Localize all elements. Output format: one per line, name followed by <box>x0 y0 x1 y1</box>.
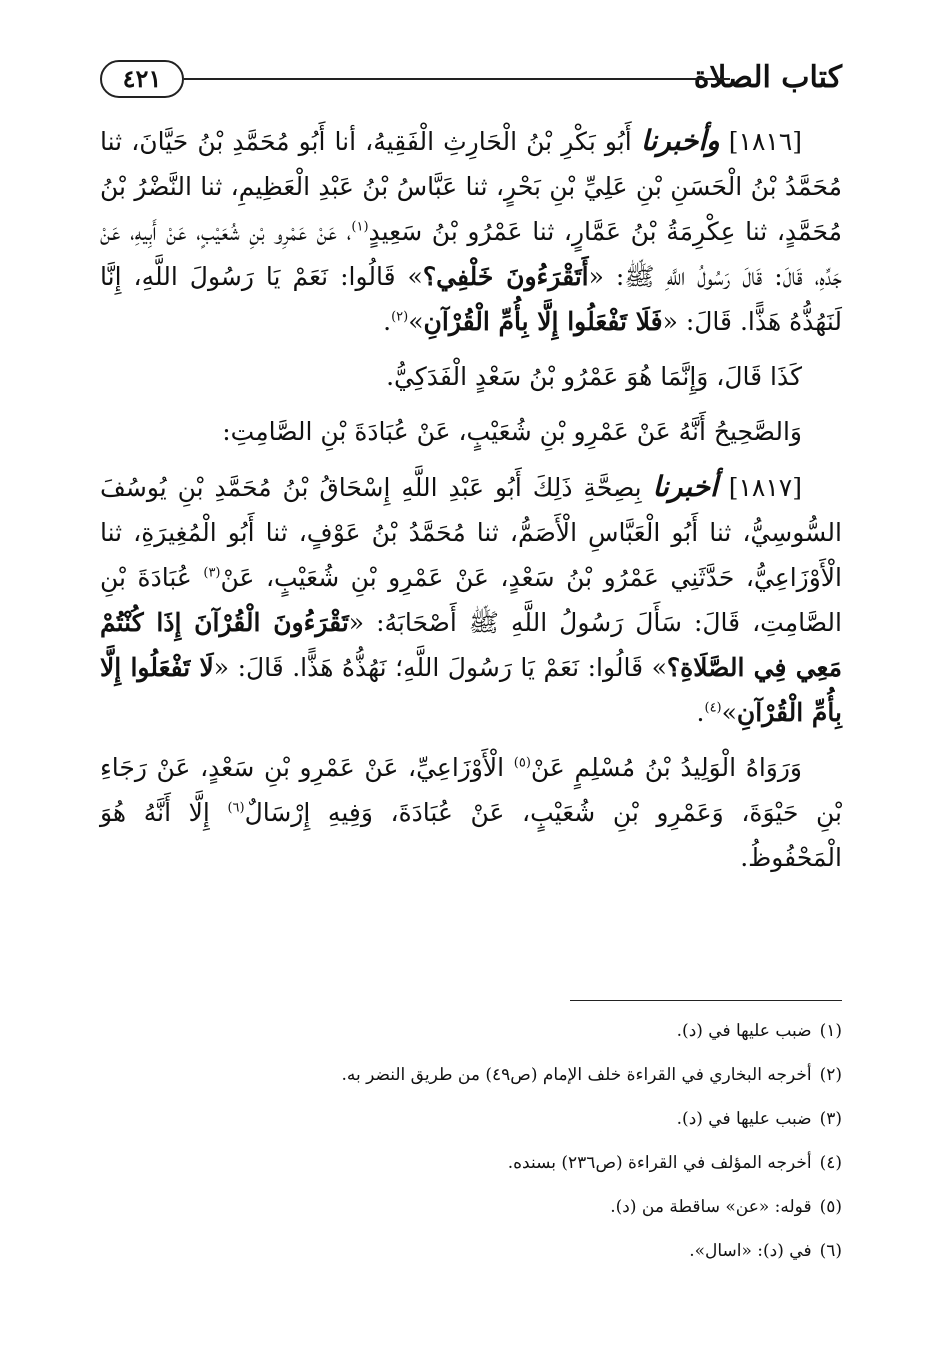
comment-text: إِلَّا أَنَّهُ هُوَ الْمَحْفُوظُ. <box>100 798 842 872</box>
footnote-text: أخرجه المؤلف في القراءة (ص٢٣٦) بسنده. <box>507 1153 812 1173</box>
prophet-quote: لَا تَفْعَلُوا إِلَّا بِأُمِّ الْقُرْآنِ <box>100 653 842 727</box>
footnote-ref[interactable]: (٦) <box>227 800 245 816</box>
matn-text: ، عَنْ عَمْرِو بْنِ شُعَيْبٍ، عَنْ أَبِيهِ، عَنْ جَدِّهِ، قَالَ: قَالَ رَسُولُ اللَّهِ ﷺ: « <box>100 217 843 291</box>
period: . <box>383 307 392 336</box>
isnad-text: بِصِحَّةِ ذَلِكَ أَبُو عَبْدِ اللَّهِ إِسْحَاقُ بْنُ مُحَمَّدِ بْنِ يُوسُفَ السُّوسِيُّ، ثنا أَبُو الْعَبَّاسِ الْأَصَمُّ، ثنا مُحَمَّدُ بْنُ عَوْفٍ، ثنا أَبُو الْمُغِيرَةِ، ثنا الْأَوْزَاعِيُّ، حَدَّثَنِي عَمْرُو بْنُ سَعْدٍ، عَنْ عَمْرِو بْنِ شُعَيْبٍ، عَنْ <box>100 473 842 592</box>
transmission-verb: وأخبرنا <box>640 124 720 157</box>
footnote-ref[interactable]: (١) <box>351 219 369 235</box>
quote-close: » <box>721 698 737 727</box>
comment-paragraph: كَذَا قَالَ، وَإِنَّمَا هُوَ عَمْرُو بْنُ سَعْدٍ الْفَدَكِيُّ. <box>386 362 802 391</box>
footnote-number: (١) <box>819 1021 842 1041</box>
matn-text: » قَالُوا: نَعَمْ يَا رَسُولَ اللَّهِ، إِنَّا لَنَهُذُّهُ هَذًّا. قَالَ: « <box>100 262 842 336</box>
footnote-ref[interactable]: (٥) <box>513 755 531 771</box>
footnote-number: (٥) <box>819 1197 842 1217</box>
footnote-text: أخرجه البخاري في القراءة خلف الإمام (ص٤٩) من طريق النضر به. <box>341 1065 812 1085</box>
comment-text: وَرَوَاهُ الْوَلِيدُ بْنُ مُسْلِمٍ عَنْ <box>530 753 803 782</box>
header-rule <box>184 78 730 80</box>
footnotes <box>100 1020 842 1284</box>
footnote-item <box>100 1152 842 1196</box>
main-text <box>100 118 842 890</box>
footnote-ref[interactable]: (٣) <box>203 565 221 581</box>
footnote-number: (٤) <box>819 1153 842 1173</box>
footnote-text: ضبب عليها في (د). <box>676 1109 812 1129</box>
footnote-item <box>100 1020 842 1064</box>
footnote-number: (٦) <box>819 1241 842 1261</box>
isnad-text: أَبُو بَكْرِ بْنُ الْحَارِثِ الْفَقِيهُ، أنا أَبُو مُحَمَّدِ بْنُ حَيَّانَ، ثنا مُحَمَّدُ بْنُ الْحَسَنِ بْنِ عَلِيِّ بْنِ بَحْرٍ، ثنا عَبَّاسُ بْنُ عَبْدِ الْعَظِيمِ، ثنا النَّضْرُ بْنُ مُحَمَّدٍ، ثنا عِكْرِمَةُ بْنُ عَمَّارٍ، ثنا عَمْرُو بْنُ سَعِيدٍ <box>100 127 842 246</box>
hadith-1816 <box>100 118 842 344</box>
period: . <box>696 698 705 727</box>
footnote-text: قوله: «عن» ساقطة من (د). <box>610 1197 812 1217</box>
footnote-ref[interactable]: (٢) <box>391 309 409 325</box>
footnote-number: (٢) <box>819 1065 842 1085</box>
comment-paragraph <box>100 745 842 880</box>
comment-paragraph: وَالصَّحِيحُ أَنَّهُ عَنْ عَمْرِو بْنِ شُعَيْبٍ، عَنْ عُبَادَةَ بْنِ الصَّامِتِ: <box>222 417 802 446</box>
page-header <box>100 58 842 98</box>
page-number: ٤٢١ <box>100 60 184 98</box>
comment-text: الْأَوْزَاعِيِّ، عَنْ عَمْرِو بْنِ سَعْدٍ، عَنْ رَجَاءِ بْنِ حَيْوَةَ، وَعَمْرِو بْنِ شُعَيْبٍ، عَنْ عُبَادَةَ، وَفِيهِ إِرْسَالٌ <box>100 753 843 827</box>
footnote-ref[interactable]: (٤) <box>704 700 722 716</box>
hadith-number: [١٨١٦] <box>728 127 803 156</box>
footnote-separator <box>570 1000 842 1001</box>
footnote-item <box>100 1240 842 1284</box>
transmission-verb: أخبرنا <box>652 470 718 503</box>
prophet-quote: فَلَا تَفْعَلُوا إِلَّا بِأُمِّ الْقُرْآنِ <box>423 307 663 336</box>
footnote-item <box>100 1108 842 1152</box>
matn-text: عُبَادَةَ بْنِ الصَّامِتِ، قَالَ: سَأَلَ رَسُولُ اللَّهِ ﷺ أَصْحَابَهُ: « <box>100 563 842 637</box>
prophet-quote: تَقْرَءُونَ الْقُرْآنَ إِذَا كُنْتُمْ مَعِي فِي الصَّلَاةِ؟ <box>100 608 843 682</box>
matn-text: » قَالُوا: نَعَمْ يَا رَسُولَ اللَّهِ؛ نَهُذُّهُ هَذًّا. قَالَ: « <box>213 653 667 682</box>
quote-close: » <box>408 307 424 336</box>
footnote-item <box>100 1196 842 1240</box>
book-title: كتاب الصلاة <box>693 60 842 95</box>
hadith-number: [١٨١٧] <box>728 473 802 502</box>
footnote-item <box>100 1064 842 1108</box>
prophet-quote: أَتَقْرَءُونَ خَلْفِي؟ <box>422 262 589 291</box>
hadith-1817 <box>100 464 842 735</box>
footnote-number: (٣) <box>819 1109 842 1129</box>
footnote-text: ضبب عليها في (د). <box>676 1021 812 1041</box>
footnote-text: في (د): «اسال». <box>689 1241 812 1261</box>
